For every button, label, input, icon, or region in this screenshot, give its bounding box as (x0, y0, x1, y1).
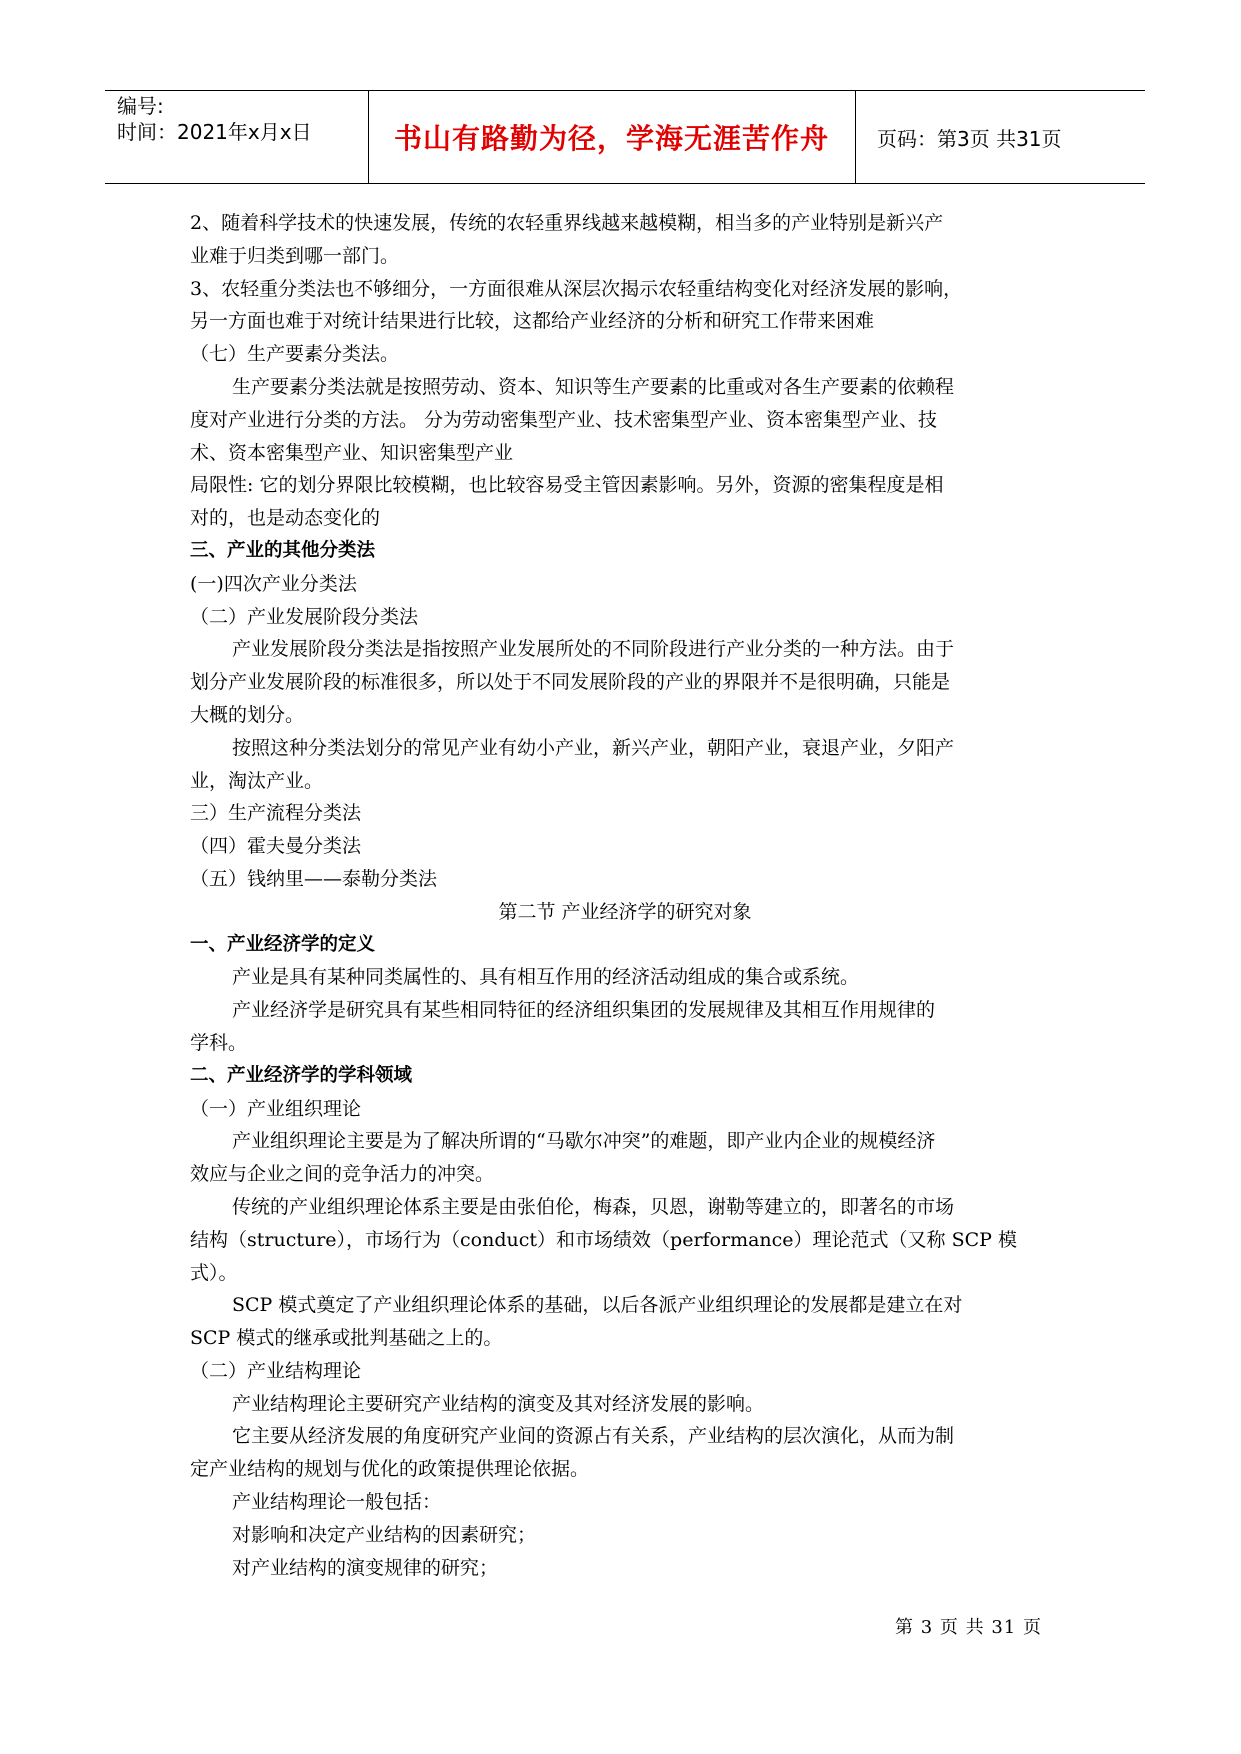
serial-label: 编号: (117, 94, 164, 118)
paragraph-line: 对产业结构的演变规律的研究； (232, 1556, 499, 1579)
paragraph-line: （二）产业结构理论 (190, 1359, 362, 1382)
paragraph-line: 定产业结构的规划与优化的政策提供理论依据。 (190, 1458, 590, 1481)
paragraph-line: （五）钱纳里——泰勒分类法 (190, 867, 438, 890)
paragraph-line: 2、随着科学技术的快速发展，传统的农轻重界线越来越模糊，相当多的产业特别是新兴产 (190, 212, 944, 234)
paragraph-line: 产业发展阶段分类法是指按照产业发展所处的不同阶段进行产业分类的一种方法。由于 (232, 638, 955, 661)
paragraph-line: 业，淘汰产业。 (190, 769, 324, 792)
header-motto-cell (368, 91, 856, 183)
paragraph-line: 术、资本密集型产业、知识密集型产业 (190, 441, 514, 464)
header-meta-cell (105, 91, 369, 183)
paragraph-line: （二）产业发展阶段分类法 (190, 605, 419, 628)
paragraph-line: 对影响和决定产业结构的因素研究； (232, 1523, 537, 1546)
paragraph-line: 三）生产流程分类法 (190, 802, 362, 825)
page-code: 页码：第3页 共31页 (877, 126, 1062, 151)
document-body (190, 207, 1060, 1584)
document-header (105, 90, 1145, 184)
paragraph-line: 结构（structure），市场行为（conduct）和市场绩效（performance）理论范式（又称 SCP 模 (190, 1228, 1017, 1251)
motto-text: 书山有路勤为径，学海无涯苦作舟 (393, 122, 829, 155)
paragraph-line: 产业是具有某种同类属性的、具有相互作用的经济活动组成的集合或系统。 (232, 966, 860, 989)
paragraph-line: 生产要素分类法就是按照劳动、资本、知识等生产要素的比重或对各生产要素的依赖程 (232, 375, 955, 398)
page-footer: 第 3 页 共 31 页 (895, 1617, 1042, 1638)
paragraph-line: 它主要从经济发展的角度研究产业间的资源占有关系，产业结构的层次演化，从而为制 (232, 1425, 955, 1448)
paragraph-line: （四）霍夫曼分类法 (190, 835, 362, 858)
paragraph-line: （一）产业组织理论 (190, 1097, 362, 1120)
paragraph-line: 产业经济学是研究具有某些相同特征的经济组织集团的发展规律及其相互作用规律的 (232, 999, 936, 1022)
paragraph-line: SCP 模式的继承或批判基础之上的。 (190, 1327, 503, 1350)
paragraph-line: SCP 模式奠定了产业组织理论体系的基础，以后各派产业组织理论的发展都是建立在对 (232, 1294, 963, 1317)
paragraph-line: 传统的产业组织理论体系主要是由张伯伦，梅森，贝恩，谢勒等建立的，即著名的市场 (232, 1195, 955, 1218)
paragraph-line: 式）。 (190, 1261, 238, 1284)
paragraph-line: 效应与企业之间的竞争活力的冲突。 (190, 1163, 495, 1186)
section-heading: 一、产业经济学的定义 (190, 933, 376, 955)
time-label: 时间：2021年x月x日 (117, 120, 312, 144)
paragraph-line: 划分产业发展阶段的标准很多，所以处于不同发展阶段的产业的界限并不是很明确，只能是 (190, 671, 951, 694)
paragraph-line: 学科。 (190, 1031, 248, 1054)
paragraph-line: 业难于归类到哪一部门。 (190, 244, 400, 267)
paragraph-line: 度对产业进行分类的方法。 分为劳动密集型产业、技术密集型产业、资本密集型产业、技 (190, 408, 938, 431)
paragraph-line: 另一方面也难于对统计结果进行比较，这都给产业经济的分析和研究工作带来困难 (190, 310, 875, 333)
paragraph-line: 对的，也是动态变化的 (190, 507, 381, 530)
paragraph-line: 产业组织理论主要是为了解决所谓的“马歇尔冲突”的难题，即产业内企业的规模经济 (232, 1130, 936, 1153)
section-heading: 二、产业经济学的学科领域 (190, 1064, 413, 1086)
section-heading: 三、产业的其他分类法 (190, 539, 376, 561)
paragraph-line: 3、农轻重分类法也不够细分，一方面很难从深层次揭示农轻重结构变化对经济发展的影响， (190, 277, 963, 300)
paragraph-line: 局限性: 它的划分界限比较模糊，也比较容易受主管因素影响。另外，资源的密集程度是相 (190, 474, 944, 497)
section-heading: 第二节 产业经济学的研究对象 (498, 900, 752, 923)
paragraph-line: 按照这种分类法划分的常见产业有幼小产业，新兴产业，朝阳产业，衰退产业，夕阳产 (232, 736, 955, 759)
paragraph-line: （七）生产要素分类法。 (190, 343, 400, 366)
paragraph-line: (一)四次产业分类法 (190, 572, 357, 595)
paragraph-line: 产业结构理论一般包括： (232, 1491, 442, 1514)
header-page-cell (857, 91, 1145, 183)
paragraph-line: 大概的划分。 (190, 703, 305, 726)
paragraph-line: 产业结构理论主要研究产业结构的演变及其对经济发展的影响。 (232, 1392, 765, 1415)
